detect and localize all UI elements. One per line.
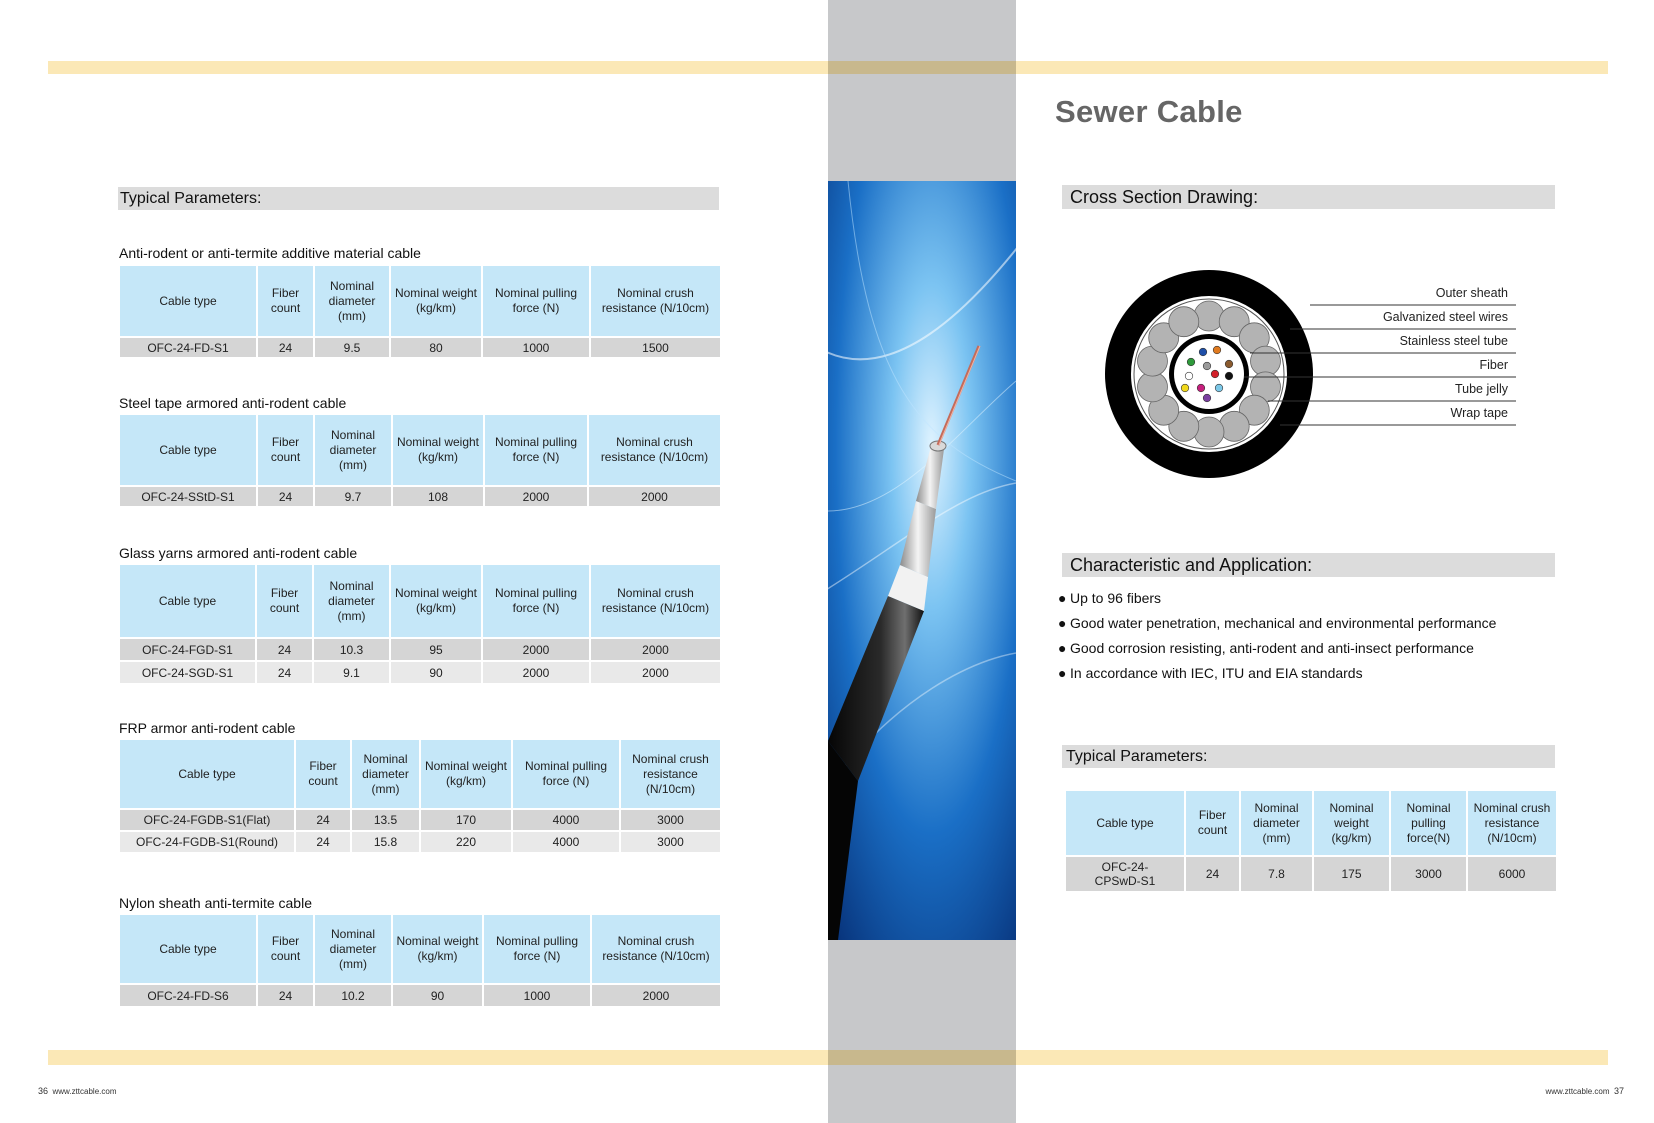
table-header-cell: Nominal pulling force (N) — [483, 266, 589, 336]
table-caption-steel-tape: Steel tape armored anti-rodent cable — [119, 395, 347, 411]
table-header-cell: Nominal weight (kg/km) — [421, 740, 511, 808]
page-number: 36 — [38, 1086, 49, 1096]
table-row — [120, 810, 720, 830]
footer-left — [38, 1086, 117, 1096]
cable-illustration-graphic — [828, 181, 1016, 940]
list-item — [1058, 613, 1496, 638]
table-header-cell: Nominal crush resistance (N/10cm) — [592, 915, 720, 983]
left-typical-parameters-heading: Typical Parameters: — [118, 187, 719, 210]
table-header-cell: Cable type — [120, 565, 255, 637]
table-cell: 15.8 — [352, 832, 419, 852]
table-cell: 3000 — [621, 810, 720, 830]
table-cell: 1000 — [484, 985, 590, 1006]
table-header-cell: Nominal weight (kg/km) — [391, 266, 481, 336]
table-row — [120, 487, 720, 506]
characteristics-list — [1058, 588, 1496, 688]
table-row — [120, 662, 720, 683]
bullet-icon: ● — [1058, 615, 1067, 631]
table-header-cell: Nominal diameter (mm) — [315, 266, 389, 336]
bullet-icon: ● — [1058, 640, 1067, 656]
list-item-text: Up to 96 fibers — [1070, 590, 1162, 606]
spec-table-additive — [118, 264, 722, 359]
table-cell: 4000 — [513, 810, 619, 830]
table-header-cell: Nominal diameter (mm) — [352, 740, 419, 808]
table-cell: 6000 — [1468, 857, 1556, 891]
table-cell: 2000 — [485, 487, 587, 506]
table-cell: 2000 — [483, 662, 589, 683]
table-cell: 24 — [257, 662, 312, 683]
table-header-cell: Fiber count — [257, 565, 312, 637]
footer-website: www.zttcable.com — [52, 1087, 117, 1096]
table-cell: 4000 — [513, 832, 619, 852]
table-cell: OFC-24-FD-S6 — [120, 985, 256, 1006]
table-caption-frp: FRP armor anti-rodent cable — [119, 720, 296, 736]
table-header-cell: Fiber count — [1186, 791, 1239, 855]
spec-table-frp — [118, 738, 722, 854]
label-galvanized-steel-wires: Galvanized steel wires — [1382, 310, 1508, 324]
table-cell: 10.3 — [314, 639, 389, 660]
table-cell: 13.5 — [352, 810, 419, 830]
table-header-cell: Nominal crush resistance (N/10cm) — [621, 740, 720, 808]
spec-table-nylon — [118, 913, 722, 1008]
label-fiber: Fiber — [1479, 358, 1508, 372]
fiber — [1185, 372, 1193, 380]
table-cell: 9.1 — [314, 662, 389, 683]
table-header-cell: Fiber count — [296, 740, 350, 808]
table-header-cell: Nominal diameter (mm) — [1241, 791, 1312, 855]
table-row — [120, 985, 720, 1006]
label-stainless-steel-tube: Stainless steel tube — [1399, 334, 1508, 348]
label-wrap-tape: Wrap tape — [1450, 406, 1508, 420]
table-cell: 7.8 — [1241, 857, 1312, 891]
table-cell: 170 — [421, 810, 511, 830]
table-header-cell: Fiber count — [258, 915, 313, 983]
table-cell: OFC-24-FGDB-S1(Flat) — [120, 810, 294, 830]
table-header-cell: Nominal weight (kg/km) — [391, 565, 481, 637]
list-item-text: Good corrosion resisting, anti-rodent and anti-insect performance — [1070, 640, 1474, 656]
right-typical-parameters-heading: Typical Parameters: — [1062, 745, 1555, 768]
characteristics-heading: Characteristic and Application: — [1062, 553, 1555, 577]
table-cell: 2000 — [592, 985, 720, 1006]
fiber — [1211, 370, 1219, 378]
table-row — [1066, 857, 1556, 891]
steel-wire — [1169, 307, 1199, 337]
table-header-cell: Cable type — [120, 915, 256, 983]
table-header-cell: Nominal crush resistance (N/10cm) — [589, 415, 720, 485]
fiber — [1187, 358, 1195, 366]
table-cell: 9.7 — [315, 487, 391, 506]
table-caption-additive: Anti-rodent or anti-termite additive material cable — [119, 245, 421, 261]
table-header-cell: Nominal pulling force (N) — [513, 740, 619, 808]
page-number: 37 — [1613, 1086, 1624, 1096]
table-cell: OFC-24-FD-S1 — [120, 338, 256, 357]
fiber — [1213, 346, 1221, 354]
table-cell: OFC-24-CPSwD-S1 — [1066, 857, 1184, 891]
table-cell: 24 — [258, 338, 313, 357]
table-caption-nylon: Nylon sheath anti-termite cable — [119, 895, 312, 911]
table-header-cell: Nominal weight (kg/km) — [393, 915, 482, 983]
table-header-cell: Cable type — [1066, 791, 1184, 855]
fiber — [1199, 348, 1207, 356]
table-header-cell: Fiber count — [258, 415, 313, 485]
table-caption-glass-yarns: Glass yarns armored anti-rodent cable — [119, 545, 358, 561]
list-item-text: In accordance with IEC, ITU and EIA standards — [1070, 665, 1363, 681]
spec-table-sewer — [1064, 789, 1558, 893]
table-header-cell: Nominal diameter (mm) — [315, 915, 391, 983]
fiber — [1181, 384, 1189, 392]
table-header-cell: Nominal weight (kg/km) — [393, 415, 483, 485]
table-cell: OFC-24-SGD-S1 — [120, 662, 255, 683]
table-header-cell: Nominal diameter (mm) — [315, 415, 391, 485]
table-cell: OFC-24-FGD-S1 — [120, 639, 255, 660]
table-cell: 24 — [258, 985, 313, 1006]
label-tube-jelly: Tube jelly — [1454, 382, 1508, 396]
footer-right — [1546, 1086, 1625, 1096]
spine-band-bottom — [828, 1050, 1016, 1065]
table-cell: 2000 — [591, 639, 720, 660]
fiber — [1203, 394, 1211, 402]
steel-wire — [1194, 417, 1224, 447]
table-header-cell: Fiber count — [258, 266, 313, 336]
cable-illustration — [828, 181, 1016, 940]
table-cell: 2000 — [589, 487, 720, 506]
footer-website: www.zttcable.com — [1545, 1087, 1610, 1096]
table-cell: OFC-24-FGDB-S1(Round) — [120, 832, 294, 852]
spec-table-glass-yarns — [118, 563, 722, 685]
table-cell: 95 — [391, 639, 481, 660]
label-outer-sheath: Outer sheath — [1435, 286, 1508, 300]
table-header-cell: Nominal weight (kg/km) — [1314, 791, 1389, 855]
cross-section-heading: Cross Section Drawing: — [1062, 185, 1555, 209]
table-header-cell: Nominal diameter (mm) — [314, 565, 389, 637]
fiber — [1215, 384, 1223, 392]
fiber — [1203, 362, 1211, 370]
table-header-cell: Nominal pulling force(N) — [1391, 791, 1466, 855]
table-header-cell: Nominal pulling force (N) — [484, 915, 590, 983]
table-cell: 24 — [258, 487, 313, 506]
table-cell: 80 — [391, 338, 481, 357]
table-row — [120, 639, 720, 660]
table-cell: 24 — [257, 639, 312, 660]
table-header-cell: Nominal pulling force (N) — [483, 565, 589, 637]
list-item — [1058, 663, 1496, 688]
fiber — [1197, 384, 1205, 392]
spine-band-top — [828, 61, 1016, 74]
list-item-text: Good water penetration, mechanical and environmental performance — [1070, 615, 1497, 631]
spec-table-steel-tape — [118, 413, 722, 508]
table-header-cell: Cable type — [120, 266, 256, 336]
table-row — [120, 338, 720, 357]
table-header-cell: Nominal pulling force (N) — [485, 415, 587, 485]
table-cell: 220 — [421, 832, 511, 852]
table-cell: 9.5 — [315, 338, 389, 357]
table-cell: 90 — [391, 662, 481, 683]
table-cell: 3000 — [1391, 857, 1466, 891]
table-cell: 2000 — [591, 662, 720, 683]
table-row — [120, 832, 720, 852]
table-cell: 2000 — [483, 639, 589, 660]
page-title: Sewer Cable — [1055, 94, 1243, 129]
steel-wire — [1194, 301, 1224, 331]
table-cell: 108 — [393, 487, 483, 506]
bullet-icon: ● — [1058, 665, 1067, 681]
table-header-cell: Cable type — [120, 740, 294, 808]
table-cell: 1500 — [591, 338, 720, 357]
bullet-icon: ● — [1058, 590, 1067, 606]
table-cell: 90 — [393, 985, 482, 1006]
table-header-cell: Nominal crush resistance (N/10cm) — [1468, 791, 1556, 855]
table-cell: OFC-24-SStD-S1 — [120, 487, 256, 506]
list-item — [1058, 588, 1496, 613]
table-cell: 24 — [296, 810, 350, 830]
table-cell: 175 — [1314, 857, 1389, 891]
table-cell: 24 — [1186, 857, 1239, 891]
table-header-cell: Cable type — [120, 415, 256, 485]
table-cell: 3000 — [621, 832, 720, 852]
table-cell: 1000 — [483, 338, 589, 357]
table-cell: 24 — [296, 832, 350, 852]
table-cell: 10.2 — [315, 985, 391, 1006]
table-header-cell: Nominal crush resistance (N/10cm) — [591, 266, 720, 336]
list-item — [1058, 638, 1496, 663]
table-header-cell: Nominal crush resistance (N/10cm) — [591, 565, 720, 637]
